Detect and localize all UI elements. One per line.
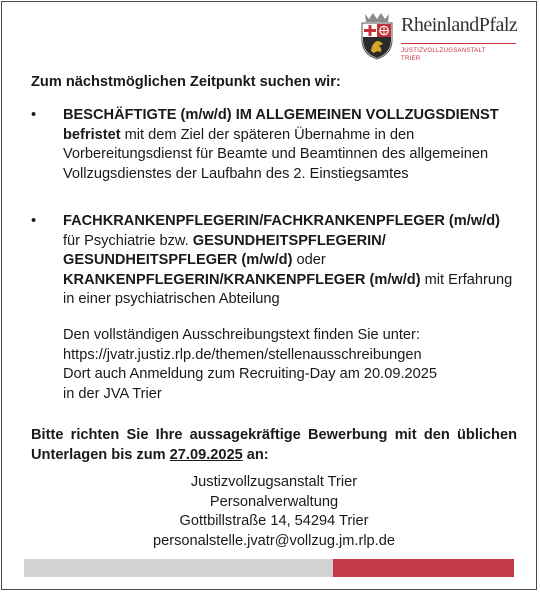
- position-title-fachkrankenpflege: FACHKRANKENPFLEGERIN/FACHKRANKENPFLEGER (m/w/d): [63, 213, 501, 229]
- logo-subtitle-institution: JUSTIZVOLLZUGSANSTALT: [401, 48, 486, 54]
- address-institution: Justizvollzugsanstalt Trier: [190, 474, 358, 490]
- position-description: mit dem Ziel der späteren Übernahme in den Vorbereitungsdienst für Beamte und Beamtinnen des allgemeinen Vollzugsdienstes der Laufbahn des 2. Einstiegsamtes: [63, 126, 489, 182]
- position-text: oder: [292, 252, 326, 268]
- position-item-vollzugsdienst: [63, 106, 518, 184]
- footer-bar-red: [333, 559, 514, 577]
- footer-bar-grey: [24, 559, 333, 577]
- position-description: mit Erfahrung in einer psychiatrischen Abteilung: [63, 271, 513, 307]
- info-url: https://jvatr.justiz.rlp.de/themen/stellenausschreibungen: [63, 346, 422, 363]
- closing-text: Bitte richten Sie Ihre aussagekräftige Bewerbung mit den üblichen Unterlagen bis zum: [31, 427, 517, 463]
- info-recruiting-day: Dort auch Anmeldung zum Recruiting-Day am 20.09.2025: [63, 366, 437, 382]
- position-title-gesundheitspflege: GESUNDHEITSPFLEGERIN/ GESUNDHEITSPFLEGER (m/w/d): [63, 232, 386, 268]
- bullet-icon: •: [31, 213, 37, 229]
- footer-bar: [24, 559, 514, 577]
- position-title-krankenpflege: KRANKENPFLEGERIN/KRANKENPFLEGER (m/w/d): [63, 271, 421, 288]
- intro-heading: Zum nächstmöglichen Zeitpunkt suchen wir:: [31, 74, 341, 90]
- address-email: personalstelle.jvatr@vollzug.jm.rlp.de: [153, 532, 395, 549]
- job-advertisement: [1, 1, 537, 590]
- closing-text-end: an:: [242, 446, 269, 463]
- logo-subtitle-city: TRIER: [401, 56, 421, 62]
- application-deadline: 27.09.2025: [169, 446, 243, 463]
- info-location: in der JVA Trier: [63, 385, 162, 402]
- address-department: Personalverwaltung: [209, 493, 339, 510]
- coat-of-arms-icon: [357, 10, 397, 60]
- bullet-icon: •: [31, 107, 37, 123]
- info-paragraph: [63, 326, 518, 404]
- address-block: [31, 473, 517, 551]
- position-text: für Psychiatrie bzw.: [63, 232, 193, 249]
- address-street: Gottbillstraße 14, 54294 Trier: [179, 513, 369, 529]
- position-title: BESCHÄFTIGTE (m/w/d) IM ALLGEMEINEN VOLLZUGSDIENST befristet: [63, 107, 499, 143]
- rheinland-pfalz-logo: [357, 10, 527, 66]
- logo-divider: [401, 43, 516, 44]
- position-item-pflege: [63, 212, 518, 310]
- info-line: Den vollständigen Ausschreibungstext finden Sie unter:: [63, 327, 420, 343]
- application-request: [31, 426, 517, 465]
- logo-wordmark: RheinlandPfalz: [401, 14, 518, 36]
